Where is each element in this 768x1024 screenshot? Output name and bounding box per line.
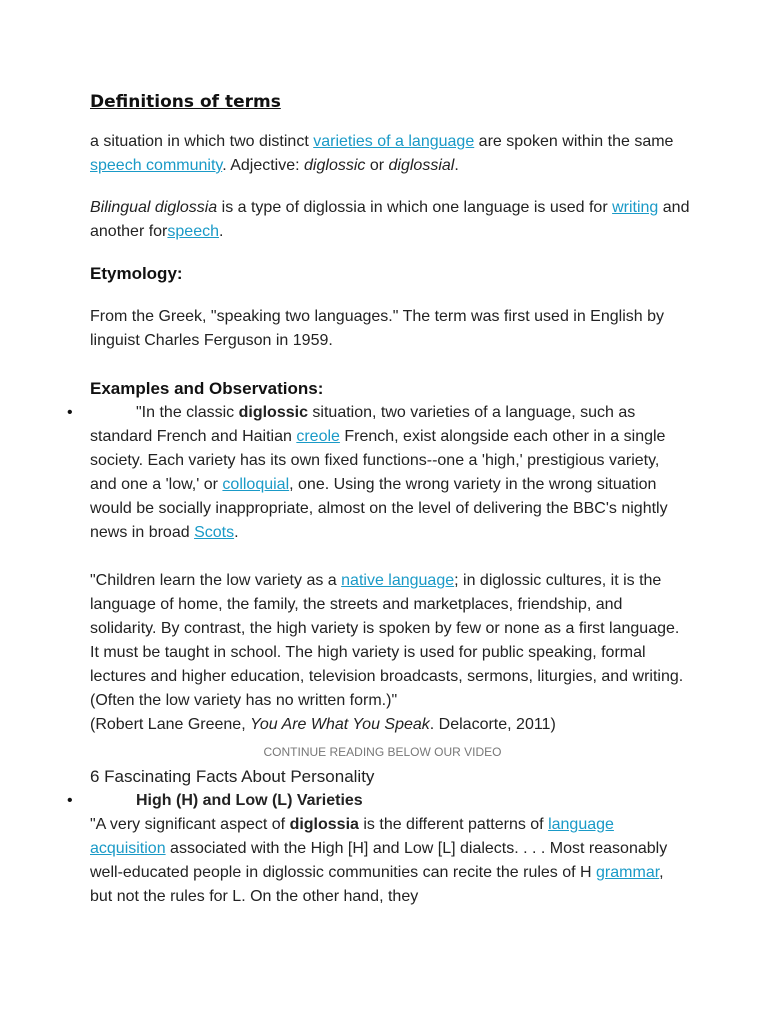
varieties-list-item	[67, 789, 690, 909]
bold-term-diglossic: diglossic	[238, 404, 308, 421]
link-language-acquisition[interactable]: language acquisition	[90, 816, 614, 857]
definition-paragraph	[90, 130, 690, 178]
text: is a type of diglossia in which one language is used for	[217, 199, 613, 216]
citation-book-title: You Are What You Speak	[250, 716, 430, 733]
quote-paragraph-2	[90, 569, 690, 737]
text: "Children learn the low variety as a	[90, 572, 342, 589]
quote-paragraph-1	[90, 401, 690, 545]
text: or	[365, 157, 389, 174]
text: French, exist alongside each other in a single society. Each variety has its own fixed functions--one a 'high,' prestigious variety, and one a 'low,' or	[90, 428, 666, 493]
varieties-heading: High (H) and Low (L) Varieties	[136, 792, 363, 809]
examples-heading: Examples and Observations:	[90, 379, 324, 398]
link-writing[interactable]: writing	[612, 199, 659, 216]
citation-text: (Robert Lane Greene,	[90, 716, 251, 733]
citation-text: . Delacorte, 2011)	[429, 716, 556, 733]
video-notice: CONTINUE READING BELOW OUR VIDEO	[263, 745, 502, 759]
varieties-heading-line	[90, 789, 690, 813]
text: associated with the High [H] and Low [L] dialects. . . . Most reasonably well-educated people in diglossic communities can recite the rules of H	[90, 840, 668, 881]
text: .	[234, 524, 239, 541]
text: situation, two varieties of a language, such as standard French and Haitian	[90, 404, 636, 445]
text: "A very significant aspect of	[90, 816, 290, 833]
bilingual-paragraph	[90, 196, 690, 244]
link-speech-community[interactable]: speech community	[90, 157, 223, 174]
text: , one. Using the wrong variety in the wrong situation would be socially inappropriate, almost on the level of delivering the BBC's nightly news in broad	[90, 476, 668, 541]
varieties-paragraph	[90, 813, 690, 909]
text: is the different patterns of	[358, 816, 549, 833]
promo-link[interactable]: 6 Fascinating Facts About Personality	[90, 767, 375, 786]
page-title: Definitions of terms	[90, 92, 281, 112]
adjective-diglossic: diglossic	[304, 157, 366, 174]
text: and another for	[90, 199, 690, 240]
link-varieties-of-a-language[interactable]: varieties of a language	[313, 133, 475, 150]
link-native-language[interactable]: native language	[341, 572, 455, 589]
text: a situation in which two distinct	[90, 133, 314, 150]
link-colloquial[interactable]: colloquial	[222, 476, 290, 493]
bold-term-diglossia: diglossia	[289, 816, 359, 833]
text: .	[218, 223, 224, 240]
bullet-icon: •	[67, 404, 73, 421]
text: are spoken within the same	[474, 133, 674, 150]
link-scots[interactable]: Scots	[194, 524, 235, 541]
etymology-heading: Etymology:	[90, 264, 183, 283]
link-speech[interactable]: speech	[167, 223, 219, 240]
bullet-icon: •	[67, 792, 73, 809]
link-grammar[interactable]: grammar	[596, 864, 660, 881]
examples-list-item	[67, 401, 690, 737]
text: ; in diglossic cultures, it is the language of home, the family, the streets and marketplaces, friendship, and solidarity. By contrast, the high variety is spoken by few or none as a first language. It must be taught in school. The high variety is used for public speaking, formal lectures and higher education, television broadcasts, sermons, liturgies, and writing. (Often the low variety has no written form.)"	[90, 572, 684, 709]
text: .	[454, 157, 459, 174]
adjective-diglossial: diglossial	[388, 157, 455, 174]
term-bilingual-diglossia: Bilingual diglossia	[90, 199, 218, 216]
etymology-paragraph: From the Greek, "speaking two languages." The term was first used in English by linguist Charles Ferguson in 1959.	[90, 308, 664, 349]
document-body	[67, 84, 690, 909]
text: . Adjective:	[222, 157, 305, 174]
link-creole[interactable]: creole	[296, 428, 340, 445]
text: "In the classic	[136, 404, 239, 421]
text: , but not the rules for L. On the other hand, they	[90, 864, 664, 905]
